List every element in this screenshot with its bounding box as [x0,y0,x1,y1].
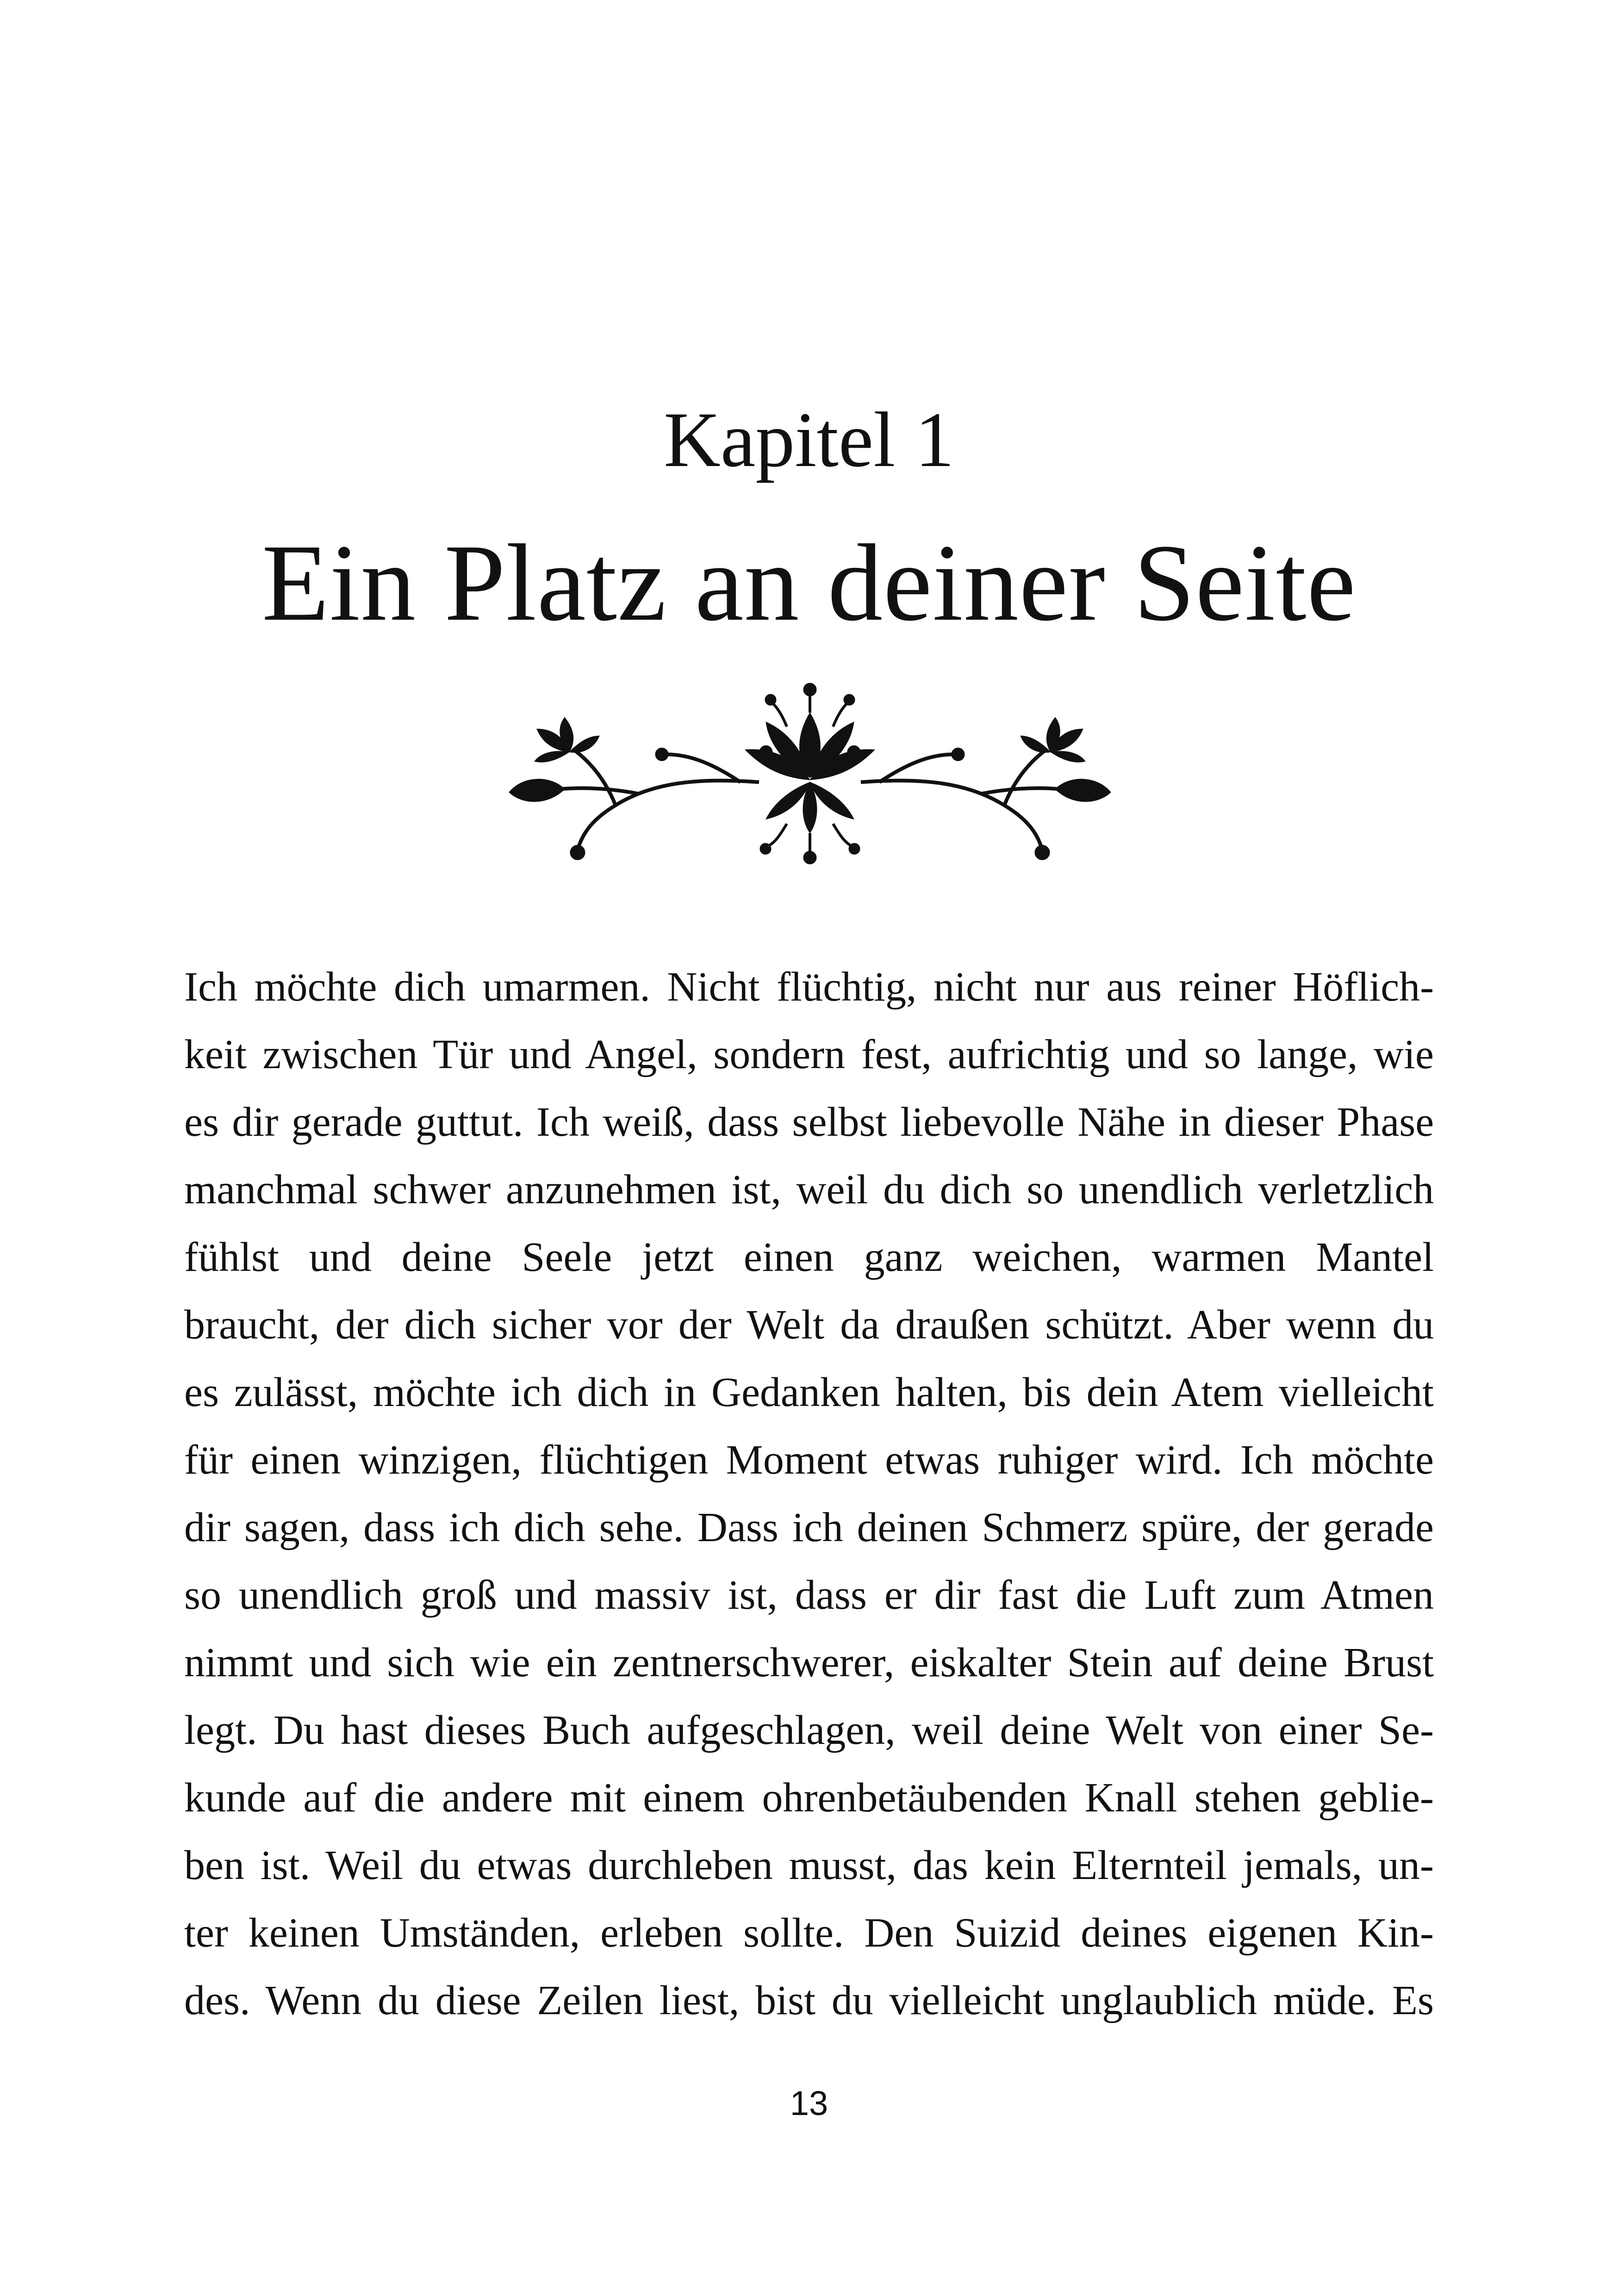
text-line: es zulässt, möchte ich dich in Gedanken halten, bis dein Atem vielleicht [184,1369,1434,1415]
text-line: legt. Du hast dieses Buch aufgeschlagen, weil deine Welt von einer Se- [184,1707,1434,1753]
chapter-title: Ein Platz an deiner Seite [261,522,1357,644]
text-line: ben ist. Weil du etwas durchleben musst, das kein Elternteil jemals, un- [184,1842,1434,1888]
text-line: ter keinen Umständen, erleben sollte. Den Suizid deines eigenen Kin- [184,1910,1434,1956]
text-line: kunde auf die andere mit einem ohrenbetäubenden Knall stehen geblie- [184,1775,1434,1821]
text-line: manchmal schwer anzunehmen ist, weil du dich so unendlich verletzlich [184,1167,1434,1213]
body-paragraph [184,953,1434,2035]
text-line: für einen winzigen, flüchtigen Moment etwas ruhiger wird. Ich möchte [184,1437,1434,1483]
chapter-number: Kapitel 1 [664,396,954,483]
text-line: braucht, der dich sicher vor der Welt da draußen schützt. Aber wenn du [184,1302,1434,1348]
text-line: es dir gerade guttut. Ich weiß, dass selbst liebevolle Nähe in dieser Phase [184,1099,1434,1145]
central-lotus [745,713,875,833]
text-line: nimmt und sich wie ein zentnerschwerer, eiskalter Stein auf deine Brust [184,1640,1434,1686]
text-line: so unendlich groß und massiv ist, dass er dir fast die Luft zum Atmen [184,1572,1434,1618]
text-line: des. Wenn du diese Zeilen liest, bist du vielleicht unglaublich müde. Es [184,1978,1434,2023]
floral-ornament-icon [500,671,1120,865]
text-line: dir sagen, dass ich dich sehe. Dass ich deinen Schmerz spüre, der gerade [184,1505,1434,1550]
left-vine [541,750,759,847]
page-number: 13 [790,2084,828,2122]
left-small-flower [535,717,599,762]
right-small-flower [1021,717,1085,762]
text-line: keit zwischen Tür und Angel, sondern fest, aufrichtig und so lange, wie [184,1032,1434,1077]
right-vine [861,750,1078,847]
text-line: Ich möchte dich umarmen. Nicht flüchtig, nicht nur aus reiner Höflich- [184,964,1434,1010]
text-line: fühlst und deine Seele jetzt einen ganz weichen, warmen Mantel [184,1234,1434,1280]
